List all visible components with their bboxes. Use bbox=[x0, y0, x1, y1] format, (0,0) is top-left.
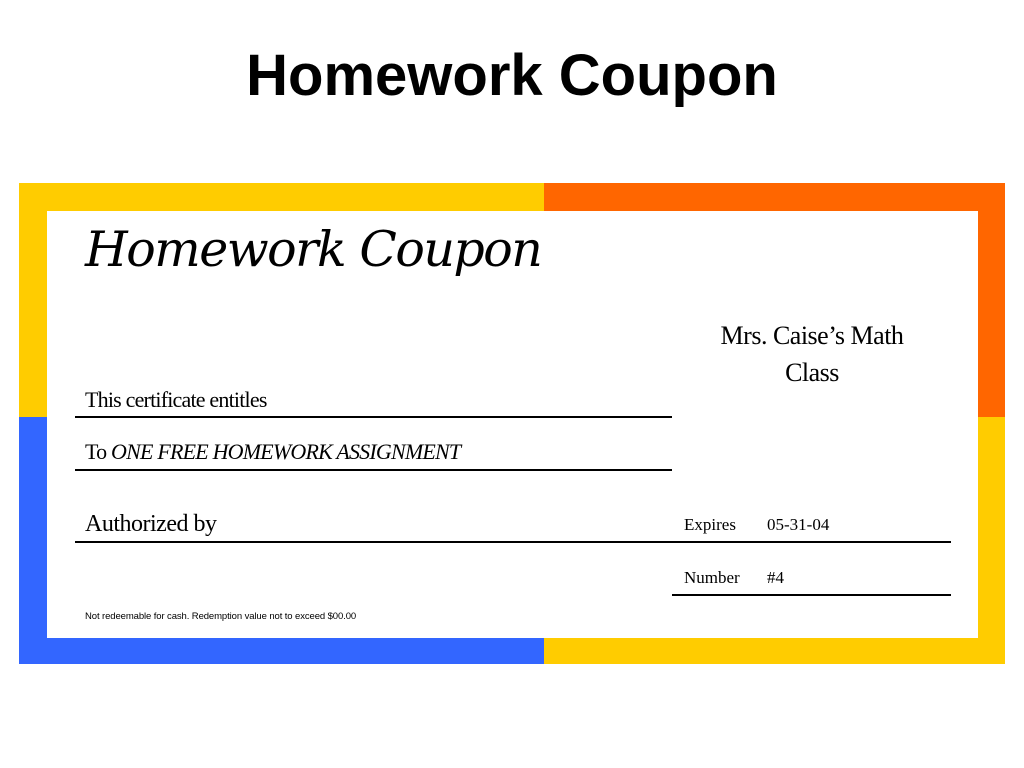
to-prefix: To bbox=[85, 439, 107, 464]
coupon-card bbox=[47, 211, 978, 638]
award-underline bbox=[75, 469, 672, 471]
class-name: Mrs. Caise’s Math Class bbox=[720, 321, 904, 387]
award-line bbox=[85, 439, 460, 465]
authorized-label: Authorized by bbox=[85, 511, 217, 537]
authorized-underline bbox=[75, 541, 951, 543]
coupon bbox=[19, 183, 1005, 664]
expires-label: Expires bbox=[684, 515, 736, 534]
number-label: Number bbox=[684, 568, 740, 587]
number-underline bbox=[672, 594, 951, 596]
entitles-text: This certificate entitles bbox=[85, 387, 267, 412]
number-value: #4 bbox=[767, 568, 784, 587]
expires-value: 05-31-04 bbox=[767, 515, 830, 534]
coupon-title: Homework Coupon bbox=[85, 221, 542, 278]
award-text: ONE FREE HOMEWORK ASSIGNMENT bbox=[111, 439, 461, 464]
entitles-underline bbox=[75, 416, 672, 418]
fine-print: Not redeemable for cash. Redemption value not to exceed $00.00 bbox=[85, 611, 357, 622]
slide-title: Homework Coupon bbox=[246, 43, 778, 108]
